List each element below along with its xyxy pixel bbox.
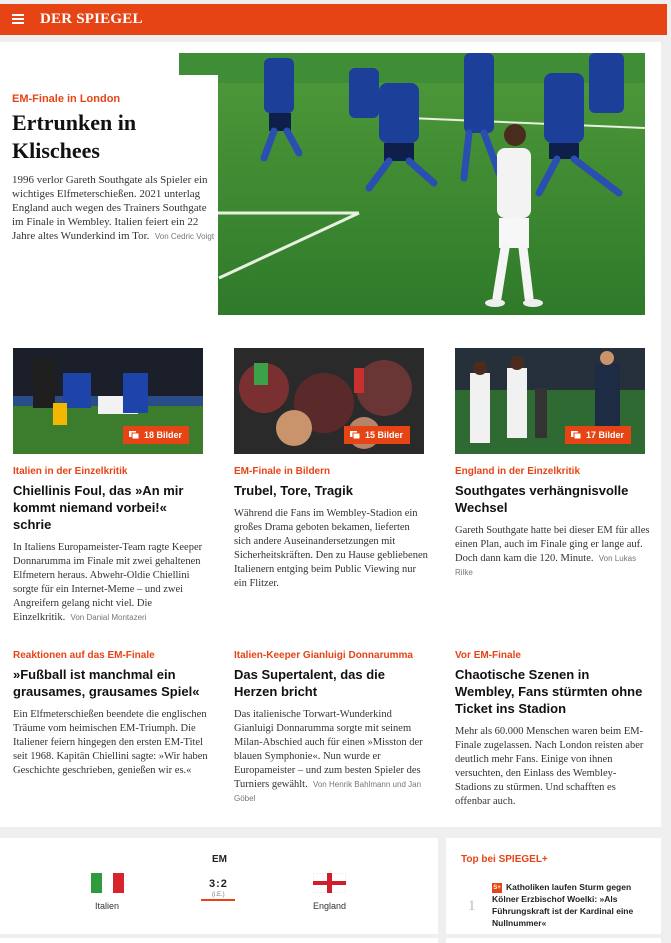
match-score: 3:2 [209, 878, 228, 890]
hero-title[interactable]: Ertrunken in Klischees [12, 110, 137, 163]
article-title[interactable]: »Fußball ist manchmal ein grausames, grausames Spiel« [13, 667, 200, 699]
score-note: (i.E.) [212, 892, 225, 898]
rank-number: 1 [468, 898, 476, 914]
article-kicker[interactable]: Italien-Keeper Gianluigi Donnarumma [234, 650, 413, 661]
hero-teaser-body: 1996 verlor Gareth Southgate als Spieler ein wichtiges Elfmeterschießen. 2021 unterlag England auch wegen des Trainers Southgate im Finale in Wembley. Italien feiert ein 22 Jahre altes Wunderkind im Tor. [12, 174, 208, 242]
article-image[interactable] [234, 348, 424, 454]
article-title[interactable]: Chaotische Szenen in Wembley, Fans stürmten ohne Ticket ins Stadion [455, 667, 643, 716]
top-spiegel-plus [446, 838, 661, 934]
article-image[interactable] [455, 348, 645, 454]
hero-kicker[interactable]: EM-Finale in London [12, 93, 121, 105]
next-widget-right [446, 938, 661, 943]
site-logo[interactable]: DER SPIEGEL [40, 11, 143, 27]
article-kicker[interactable]: Vor EM-Finale [455, 650, 521, 661]
article-teaser: Während die Fans im Wembley-Stadion ein großes Drama geboten bekamen, lieferten sich andere Auseinandersetzungen mit Sicherheitskräften. Den zu Hause gebliebenen Italienern entging beim Public Viewing nur ein Flitzer. [234, 508, 428, 589]
hero-teaser-text [12, 173, 218, 244]
hero-image[interactable] [179, 53, 645, 315]
gallery-icon [129, 431, 139, 439]
article-teaser-body: Das italienische Torwart-Wunderkind Gianluigi Donnarumma sorgte mit seinem Milan-Abschied auch für einen »Misston der blauen Symphonie«. Nun wurde er Europameister – und zum besten Spieler des Turniers gewählt. [234, 709, 423, 790]
hero-teaser[interactable] [0, 75, 218, 325]
away-team: England [313, 901, 347, 911]
england-flag-icon [313, 873, 346, 893]
article-teaser: Ein Elfmeterschießen beendete die englischen Träume vom heimischen EM-Triumph. Die Italiener feiern hingegen den ersten EM-Titel seit 1968. Kapitän Chiellini sagte: »Wir haben Geschichte geschrieben, genießen wir es.« [13, 709, 208, 776]
hamburger-menu-icon[interactable] [12, 14, 24, 24]
article-title[interactable]: Das Supertalent, das die Herzen bricht [234, 667, 385, 699]
article-kicker[interactable]: England in der Einzelkritik [455, 466, 581, 477]
article-author: Von Henrik Bahlmann und Jan Göbel [234, 780, 422, 803]
article-card[interactable] [13, 348, 208, 625]
competition-label: EM [212, 854, 227, 865]
article-kicker[interactable]: Reaktionen auf das EM-Finale [13, 650, 155, 661]
hero-author: Von Cedric Voigt [154, 232, 215, 241]
score-widget[interactable] [0, 838, 438, 934]
article-teaser: Mehr als 60.000 Menschen waren beim EM-Finale zugelassen. Nach London reisten aber deutlich mehr Fans. Einige von ihnen versuchten, den Einlass des Wembley-Stadions zu stürmen. Und schafften es offenbar auch. [455, 726, 644, 807]
gallery-count: 15 Bilder [364, 430, 403, 440]
site-header [0, 4, 667, 35]
gallery-icon [350, 431, 360, 439]
article-teaser [234, 708, 429, 806]
article-teaser-body: In Italiens Europameister-Team ragte Keeper Donnarumma im Finale mit zwei gehaltenen Elfmetern heraus. Abwehr-Oldie Chiellini sorgte für ein Internet-Meme – und zwei Angreifern gelang nicht viel. Die Einzelkritik. [13, 542, 203, 623]
article-kicker[interactable]: Italien in der Einzelkritik [13, 466, 128, 477]
gallery-count: 18 Bilder [143, 430, 182, 440]
article-title[interactable]: Southgates verhängnisvolle Wechsel [455, 483, 629, 515]
article-card[interactable] [234, 638, 429, 806]
top-headline-link[interactable] [492, 881, 652, 929]
article-author: Von Danial Montazeri [70, 613, 147, 622]
score-underline [201, 899, 235, 901]
gallery-icon [571, 431, 581, 439]
article-teaser [455, 524, 650, 580]
article-kicker[interactable]: EM-Finale in Bildern [234, 466, 331, 477]
italy-flag-icon [91, 873, 124, 893]
article-teaser [13, 541, 208, 625]
gallery-count: 17 Bilder [585, 430, 624, 440]
home-team: Italien [95, 901, 120, 911]
top-spiegel-plus-title: Top bei SPIEGEL+ [461, 854, 548, 865]
article-card[interactable] [13, 638, 208, 778]
article-card[interactable] [455, 348, 650, 580]
spiegel-plus-badge-icon: S+ [493, 885, 501, 891]
football-players-photo [179, 53, 645, 315]
article-card[interactable] [234, 348, 429, 591]
gallery-badge[interactable] [565, 426, 631, 444]
article-image[interactable] [13, 348, 203, 454]
next-widget-left [0, 938, 438, 943]
article-title[interactable]: Chiellinis Foul, das »An mir kommt niemand vorbei!« schrie [13, 483, 184, 532]
gallery-badge[interactable] [123, 426, 189, 444]
article-author: Von Lukas Rilke [455, 554, 637, 577]
article-card[interactable] [455, 638, 650, 809]
top-headline-text: Katholiken laufen Sturm gegen Kölner Erzbischof Woelki: »Als Führungskraft ist der Kardinal eine Nullnummer« [492, 882, 634, 928]
article-title[interactable]: Trubel, Tore, Tragik [234, 483, 353, 498]
article-teaser-body: Gareth Southgate hatte bei dieser EM für alles einen Plan, auch im Finale ging er lange auf. Doch dann kam die 120. Minute. [455, 525, 650, 564]
gallery-badge[interactable] [344, 426, 410, 444]
